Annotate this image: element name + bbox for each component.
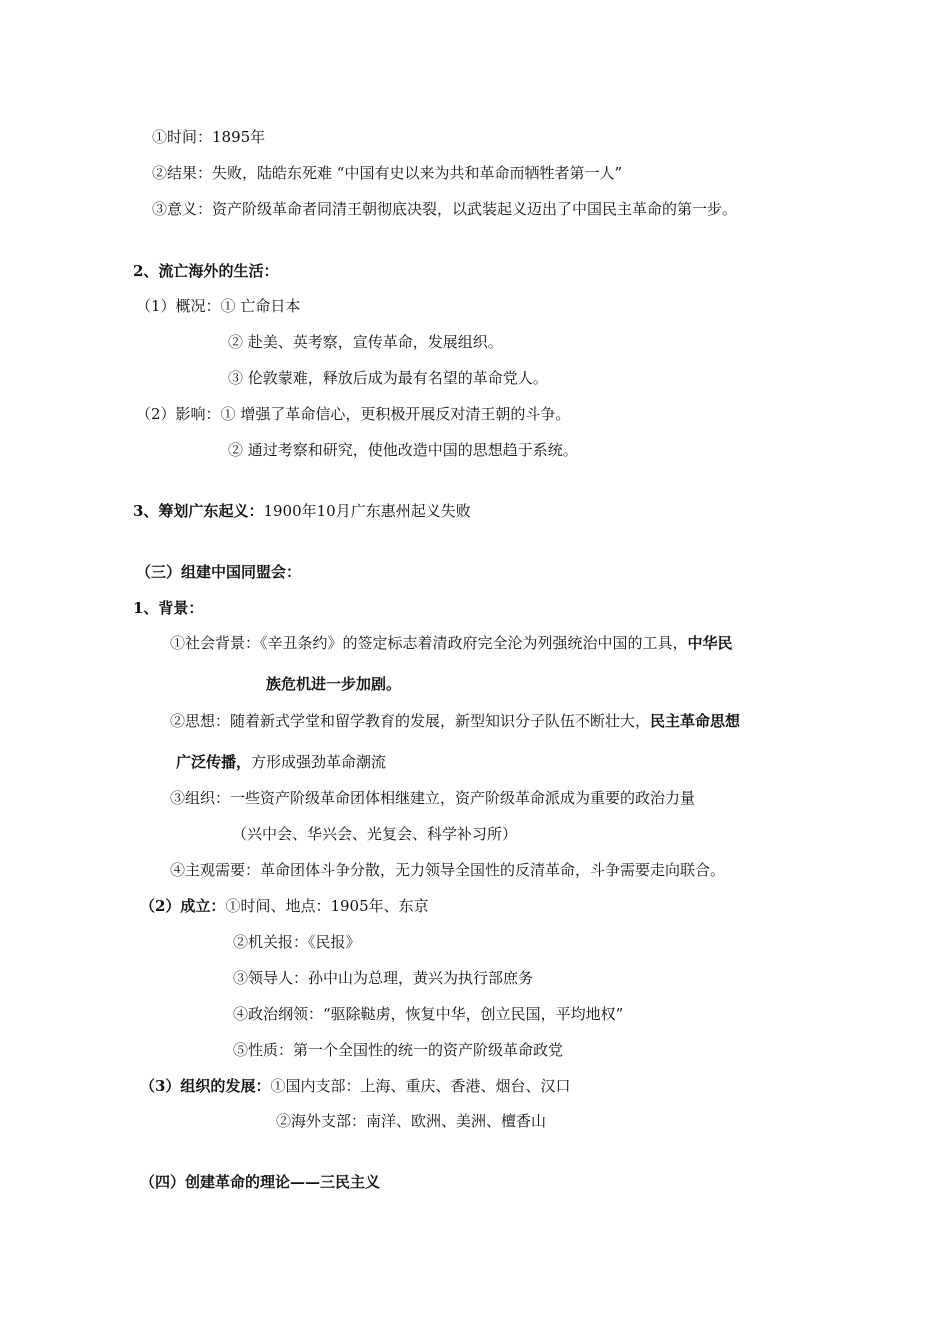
part-3-heading: （三）组建中国同盟会：: [136, 563, 302, 581]
time-line: ①时间：1895年: [152, 128, 266, 146]
social-background-emphasis: 中华民: [687, 634, 733, 652]
founding-item-4: ④政治纲领：“驱除鞑虏，恢复中华，创立民国，平均地权”: [233, 1005, 624, 1023]
part-4-heading: （四）创建革命的理论——三民主义: [140, 1173, 381, 1191]
impact-item-1: ① 增强了革命信心，更积极开展反对清王朝的斗争。: [220, 405, 571, 423]
social-background-text: ①社会背景：《辛丑条约》的签定标志着清政府完全沦为列强统治中国的工具，: [170, 634, 688, 652]
founding-item-2: ②机关报：《民报》: [233, 933, 361, 951]
development-item-1: ①国内支部：上海、重庆、香港、烟台、汉口: [270, 1077, 571, 1095]
overview-item-2: ② 赴美、英考察，宣传革命，发展组织。: [228, 333, 503, 351]
thought-continued-emphasis: 广泛传播，: [176, 753, 252, 771]
section-3-text: 1900年10月广东惠州起义失败: [263, 502, 471, 520]
subjective-need-line: ④主观需要：革命团体斗争分散，无力领导全国性的反清革命，斗争需要走向联合。: [170, 861, 726, 879]
background-heading: 1、背景：: [133, 599, 204, 617]
development-item-2: ②海外支部：南洋、欧洲、美洲、檀香山: [276, 1112, 547, 1130]
overview-item-3: ③ 伦敦蒙难，释放后成为最有名望的革命党人。: [228, 369, 548, 387]
organization-line: ③组织：一些资产阶级革命团体相继建立，资产阶级革命派成为重要的政治力量: [170, 789, 696, 807]
meaning-line: ③意义：资产阶级革命者同清王朝彻底决裂，以武装起义迈出了中国民主革命的第一步。: [152, 200, 738, 218]
overview-item-1: ① 亡命日本: [220, 297, 301, 315]
development-line: [140, 1076, 570, 1096]
section-2-heading: 2、流亡海外的生活：: [133, 262, 279, 280]
social-background-continued: 族危机进一步加剧。: [266, 675, 402, 693]
organization-groups: （兴中会、华兴会、光复会、科学补习所）: [232, 825, 518, 843]
thought-emphasis: 民主革命思想: [650, 712, 741, 730]
overview-line-1: [136, 296, 300, 316]
overview-prefix: （1）概况：: [136, 297, 221, 315]
section-3-heading: 3、筹划广东起义：: [133, 502, 264, 520]
founding-line: [140, 896, 429, 916]
development-prefix: （3）组织的发展：: [140, 1077, 271, 1095]
impact-item-2: ② 通过考察和研究，使他改造中国的思想趋于系统。: [228, 441, 578, 459]
founding-item-3: ③领导人：孙中山为总理，黄兴为执行部庶务: [233, 969, 534, 987]
impact-line-1: [136, 404, 570, 424]
thought-continued-text: 方形成强劲革命潮流: [251, 753, 387, 771]
section-3-line: [133, 501, 471, 521]
thought-text: ②思想：随着新式学堂和留学教育的发展，新型知识分子队伍不断壮大，: [170, 712, 651, 730]
social-background-line: [170, 633, 733, 653]
result-line: ②结果：失败，陆皓东死难 “中国有史以来为共和革命而牺牲者第一人”: [152, 164, 623, 182]
founding-item-5: ⑤性质：第一个全国性的统一的资产阶级革命政党: [233, 1041, 564, 1059]
founding-item-1: ①时间、地点：1905年、东京: [225, 897, 429, 915]
founding-prefix: （2）成立：: [140, 897, 226, 915]
impact-prefix: （2）影响：: [136, 405, 221, 423]
thought-line: [170, 711, 740, 731]
thought-continued-line: [176, 752, 386, 772]
